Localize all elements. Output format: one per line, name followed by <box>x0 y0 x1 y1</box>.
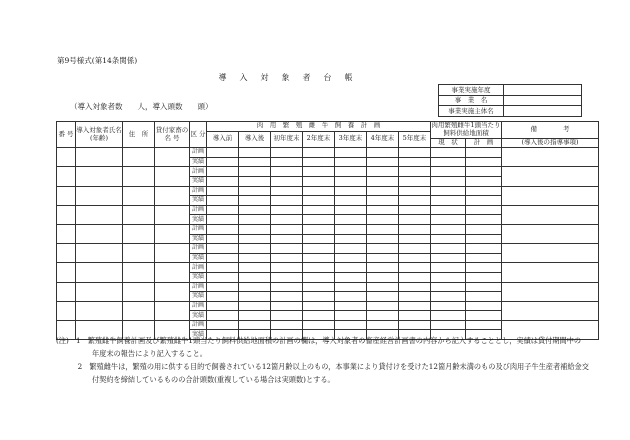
cell-value[interactable] <box>271 320 303 330</box>
cell-value[interactable] <box>431 215 466 225</box>
cell-address[interactable] <box>123 205 155 224</box>
cell-value[interactable] <box>367 263 399 273</box>
cell-kubun: 計画 <box>190 224 207 234</box>
cell-value[interactable] <box>431 301 466 311</box>
cell-value[interactable] <box>367 292 399 302</box>
cell-address[interactable] <box>123 301 155 320</box>
header-feed-area: 肉用繁殖雌牛1頭当たり飼料供給地面積 <box>431 121 501 137</box>
cell-person[interactable] <box>76 244 123 263</box>
cell-person[interactable] <box>76 167 123 186</box>
header-kubun: 区 分 <box>190 122 207 148</box>
cell-value[interactable] <box>466 253 502 263</box>
header-plan-col: 導入後 <box>239 131 271 148</box>
cell-value[interactable] <box>303 148 335 158</box>
cell-value[interactable] <box>303 320 335 330</box>
cell-value[interactable] <box>303 234 335 244</box>
cell-value[interactable] <box>303 196 335 206</box>
cell-value[interactable] <box>207 148 239 158</box>
cell-value[interactable] <box>303 263 335 273</box>
cell-value[interactable] <box>207 282 239 292</box>
cell-value[interactable] <box>367 320 399 330</box>
cell-person[interactable] <box>76 224 123 243</box>
cell-value[interactable] <box>271 292 303 302</box>
cell-value[interactable] <box>367 205 399 215</box>
cell-value[interactable] <box>303 176 335 186</box>
cell-value[interactable] <box>367 311 399 321</box>
cell-value[interactable] <box>335 224 367 234</box>
cell-value[interactable] <box>271 196 303 206</box>
header-remarks-sub: (導入後の指導事項) <box>502 138 599 148</box>
cell-value[interactable] <box>239 253 271 263</box>
cell-value[interactable] <box>271 176 303 186</box>
cell-cow-name[interactable] <box>155 244 190 263</box>
cell-value[interactable] <box>399 311 431 321</box>
cell-value[interactable] <box>303 253 335 263</box>
cell-no[interactable] <box>57 301 76 320</box>
cell-remarks[interactable] <box>502 263 599 282</box>
note-line: 年度末の報告により記入すること。 <box>56 349 207 358</box>
cell-value[interactable] <box>303 311 335 321</box>
cell-cow-name[interactable] <box>155 263 190 282</box>
cell-value[interactable] <box>303 244 335 254</box>
cell-value[interactable] <box>207 186 239 196</box>
cell-remarks[interactable] <box>502 205 599 224</box>
cell-value[interactable] <box>207 176 239 186</box>
cell-value[interactable] <box>466 234 502 244</box>
title-char: 象 <box>281 73 290 82</box>
cell-value[interactable] <box>207 205 239 215</box>
table-row <box>57 301 599 311</box>
cell-no[interactable] <box>57 244 76 263</box>
cell-value[interactable] <box>399 301 431 311</box>
cell-no[interactable] <box>57 148 76 167</box>
cell-value[interactable] <box>303 205 335 215</box>
info-label: 事業実施年度 <box>439 85 504 96</box>
cell-value[interactable] <box>303 167 335 177</box>
cell-value[interactable] <box>431 224 466 234</box>
cell-value[interactable] <box>399 282 431 292</box>
cell-value[interactable] <box>239 244 271 254</box>
title-char: 対 <box>260 73 269 82</box>
cell-remarks[interactable] <box>502 301 599 320</box>
cell-value[interactable] <box>466 292 502 302</box>
cell-address[interactable] <box>123 263 155 282</box>
cell-value[interactable] <box>399 292 431 302</box>
table-row <box>57 263 599 273</box>
cell-value[interactable] <box>431 157 466 167</box>
cell-value[interactable] <box>207 263 239 273</box>
cell-value[interactable] <box>466 320 502 330</box>
cell-value[interactable] <box>207 311 239 321</box>
cell-value[interactable] <box>239 196 271 206</box>
cell-kubun: 実績 <box>190 330 207 340</box>
cell-value[interactable] <box>431 234 466 244</box>
cell-value[interactable] <box>466 167 502 177</box>
cell-value[interactable] <box>207 292 239 302</box>
count-note: （導入対象者数 人，導入頭数 頭） <box>70 102 213 111</box>
cell-value[interactable] <box>431 186 466 196</box>
cell-cow-name[interactable] <box>155 205 190 224</box>
ledger-table <box>56 121 599 340</box>
cell-value[interactable] <box>239 205 271 215</box>
cell-value[interactable] <box>335 186 367 196</box>
cell-value[interactable] <box>239 272 271 282</box>
cell-kubun: 計画 <box>190 244 207 254</box>
cell-kubun: 計画 <box>190 320 207 330</box>
cell-kubun: 計画 <box>190 148 207 158</box>
header-address: 住 所 <box>123 122 155 148</box>
cell-value[interactable] <box>271 234 303 244</box>
cell-value[interactable] <box>207 253 239 263</box>
cell-value[interactable] <box>207 167 239 177</box>
cell-value[interactable] <box>239 263 271 273</box>
cell-value[interactable] <box>399 176 431 186</box>
cell-value[interactable] <box>239 167 271 177</box>
cell-value[interactable] <box>466 176 502 186</box>
cell-value[interactable] <box>431 272 466 282</box>
cell-value[interactable] <box>466 263 502 273</box>
cell-value[interactable] <box>207 234 239 244</box>
cell-no[interactable] <box>57 186 76 205</box>
cell-value[interactable] <box>335 196 367 206</box>
cell-value[interactable] <box>335 292 367 302</box>
cell-value[interactable] <box>466 224 502 234</box>
cell-value[interactable] <box>335 282 367 292</box>
cell-kubun: 計画 <box>190 263 207 273</box>
header-cow-name: 貸付家畜の 名 号 <box>155 122 190 148</box>
cell-value[interactable] <box>399 148 431 158</box>
cell-value[interactable] <box>271 253 303 263</box>
cell-value[interactable] <box>239 224 271 234</box>
cell-value[interactable] <box>367 148 399 158</box>
cell-value[interactable] <box>399 186 431 196</box>
cell-value[interactable] <box>271 167 303 177</box>
info-value <box>504 85 582 96</box>
cell-person[interactable] <box>76 148 123 167</box>
info-label: 事 業 名 <box>439 95 504 106</box>
cell-value[interactable] <box>399 253 431 263</box>
cell-address[interactable] <box>123 244 155 263</box>
cell-value[interactable] <box>466 301 502 311</box>
cell-value[interactable] <box>335 301 367 311</box>
header-plan-col: 2年度末 <box>303 131 335 148</box>
cell-person[interactable] <box>76 301 123 320</box>
cell-value[interactable] <box>335 157 367 167</box>
cell-value[interactable] <box>207 215 239 225</box>
table-row <box>57 320 599 330</box>
cell-value[interactable] <box>271 311 303 321</box>
cell-kubun: 計画 <box>190 186 207 196</box>
cell-address[interactable] <box>123 224 155 243</box>
header-plan-group: 肉 用 繁 殖 雌 牛 飼 養 計 画 <box>207 122 431 132</box>
cell-address[interactable] <box>123 167 155 186</box>
cell-value[interactable] <box>399 167 431 177</box>
cell-value[interactable] <box>271 205 303 215</box>
cell-value[interactable] <box>335 244 367 254</box>
cell-value[interactable] <box>207 244 239 254</box>
cell-value[interactable] <box>239 215 271 225</box>
info-value <box>504 106 582 117</box>
cell-value[interactable] <box>303 301 335 311</box>
note-line: 2 繁殖雌牛は，繁殖の用に供する目的で飼養されている12箇月齢以上のもの，本事業により貸付けを受けた12箇月齢未満のもの及び肉用子牛生産者補給金交 <box>56 362 589 371</box>
cell-value[interactable] <box>239 176 271 186</box>
cell-value[interactable] <box>335 215 367 225</box>
cell-value[interactable] <box>399 157 431 167</box>
cell-value[interactable] <box>466 244 502 254</box>
cell-value[interactable] <box>367 244 399 254</box>
cell-value[interactable] <box>335 253 367 263</box>
cell-remarks[interactable] <box>502 186 599 205</box>
cell-value[interactable] <box>466 196 502 206</box>
table-row <box>57 282 599 292</box>
cell-value[interactable] <box>399 205 431 215</box>
info-label: 事業実施主体名 <box>439 106 504 117</box>
cell-value[interactable] <box>271 263 303 273</box>
cell-value[interactable] <box>399 320 431 330</box>
cell-kubun: 実績 <box>190 311 207 321</box>
table-row <box>57 148 599 158</box>
document-title <box>212 72 359 83</box>
cell-value[interactable] <box>303 157 335 167</box>
header-plan-col: 5年度末 <box>399 131 431 148</box>
cell-cow-name[interactable] <box>155 301 190 320</box>
cell-value[interactable] <box>335 176 367 186</box>
cell-value[interactable] <box>335 311 367 321</box>
cell-value[interactable] <box>271 301 303 311</box>
cell-value[interactable] <box>431 263 466 273</box>
cell-person[interactable] <box>76 186 123 205</box>
cell-no[interactable] <box>57 205 76 224</box>
cell-value[interactable] <box>239 311 271 321</box>
info-value <box>504 95 582 106</box>
cell-value[interactable] <box>335 205 367 215</box>
table-row <box>57 186 599 196</box>
cell-kubun: 実績 <box>190 292 207 302</box>
cell-value[interactable] <box>466 186 502 196</box>
cell-cow-name[interactable] <box>155 167 190 186</box>
cell-value[interactable] <box>399 215 431 225</box>
cell-value[interactable] <box>335 148 367 158</box>
cell-cow-name[interactable] <box>155 148 190 167</box>
cell-value[interactable] <box>367 253 399 263</box>
cell-value[interactable] <box>431 320 466 330</box>
cell-value[interactable] <box>431 167 466 177</box>
cell-value[interactable] <box>431 292 466 302</box>
cell-value[interactable] <box>399 272 431 282</box>
cell-value[interactable] <box>271 157 303 167</box>
note-line: (注) 1 繁殖雌牛飼養計画及び繁殖雌牛1頭当たり飼料供給地面積の計画の欄は，導入対象者の畜産経営計画書の内容から記入することとし，実績は貸付期間中の <box>56 336 582 345</box>
cell-value[interactable] <box>367 215 399 225</box>
cell-kubun: 計画 <box>190 205 207 215</box>
cell-value[interactable] <box>271 148 303 158</box>
header-remarks: 備 考 <box>502 122 599 139</box>
cell-value[interactable] <box>399 234 431 244</box>
cell-value[interactable] <box>466 272 502 282</box>
cell-remarks[interactable] <box>502 282 599 301</box>
cell-value[interactable] <box>207 157 239 167</box>
cell-value[interactable] <box>367 167 399 177</box>
cell-address[interactable] <box>123 282 155 301</box>
cell-value[interactable] <box>431 148 466 158</box>
cell-person[interactable] <box>76 263 123 282</box>
cell-remarks[interactable] <box>502 148 599 167</box>
cell-value[interactable] <box>335 234 367 244</box>
cell-value[interactable] <box>335 272 367 282</box>
cell-value[interactable] <box>431 205 466 215</box>
cell-value[interactable] <box>239 234 271 244</box>
cell-remarks[interactable] <box>502 224 599 243</box>
cell-value[interactable] <box>399 196 431 206</box>
cell-value[interactable] <box>431 176 466 186</box>
note-line: 付契約を締結しているものの合計頭数(重複している場合は実頭数)とする。 <box>56 375 335 384</box>
cell-kubun: 実績 <box>190 157 207 167</box>
cell-value[interactable] <box>335 320 367 330</box>
cell-cow-name[interactable] <box>155 282 190 301</box>
cell-value[interactable] <box>466 148 502 158</box>
header-no: 番 号 <box>57 122 76 148</box>
cell-value[interactable] <box>303 186 335 196</box>
cell-value[interactable] <box>303 224 335 234</box>
cell-kubun: 実績 <box>190 176 207 186</box>
cell-value[interactable] <box>367 234 399 244</box>
cell-kubun: 計画 <box>190 167 207 177</box>
cell-value[interactable] <box>303 272 335 282</box>
table-row <box>57 167 599 177</box>
header-feed-plan: 計 画 <box>466 138 502 148</box>
header-plan-col: 導入前 <box>207 131 239 148</box>
table-row <box>57 224 599 234</box>
cell-value[interactable] <box>303 292 335 302</box>
cell-value[interactable] <box>239 320 271 330</box>
cell-value[interactable] <box>239 301 271 311</box>
cell-value[interactable] <box>271 186 303 196</box>
table-row <box>57 244 599 254</box>
cell-value[interactable] <box>335 263 367 273</box>
header-plan-col: 初年度末 <box>271 131 303 148</box>
header-feed-current: 現 状 <box>431 138 466 148</box>
cell-kubun: 実績 <box>190 272 207 282</box>
cell-remarks[interactable] <box>502 244 599 263</box>
cell-no[interactable] <box>57 282 76 301</box>
cell-value[interactable] <box>466 157 502 167</box>
cell-kubun: 実績 <box>190 215 207 225</box>
cell-address[interactable] <box>123 148 155 167</box>
cell-value[interactable] <box>466 215 502 225</box>
cell-value[interactable] <box>367 186 399 196</box>
cell-value[interactable] <box>367 196 399 206</box>
cell-value[interactable] <box>367 301 399 311</box>
cell-value[interactable] <box>335 167 367 177</box>
cell-value[interactable] <box>207 320 239 330</box>
cell-cow-name[interactable] <box>155 186 190 205</box>
cell-value[interactable] <box>399 244 431 254</box>
cell-value[interactable] <box>431 196 466 206</box>
cell-value[interactable] <box>367 176 399 186</box>
cell-kubun: 計画 <box>190 282 207 292</box>
cell-value[interactable] <box>431 311 466 321</box>
cell-value[interactable] <box>431 282 466 292</box>
cell-value[interactable] <box>431 253 466 263</box>
cell-value[interactable] <box>367 272 399 282</box>
cell-no[interactable] <box>57 224 76 243</box>
cell-value[interactable] <box>399 263 431 273</box>
cell-no[interactable] <box>57 167 76 186</box>
header-person: 導入対象者氏名(年齢) <box>76 122 123 148</box>
cell-value[interactable] <box>367 157 399 167</box>
cell-value[interactable] <box>271 282 303 292</box>
title-char: 帳 <box>344 73 353 82</box>
cell-kubun: 実績 <box>190 234 207 244</box>
cell-value[interactable] <box>271 244 303 254</box>
cell-value[interactable] <box>207 301 239 311</box>
cell-value[interactable] <box>271 215 303 225</box>
cell-kubun: 実績 <box>190 196 207 206</box>
cell-cow-name[interactable] <box>155 224 190 243</box>
cell-value[interactable] <box>399 224 431 234</box>
cell-value[interactable] <box>239 186 271 196</box>
cell-value[interactable] <box>367 224 399 234</box>
cell-address[interactable] <box>123 186 155 205</box>
title-char: 導 <box>218 73 227 82</box>
cell-kubun: 実績 <box>190 253 207 263</box>
cell-value[interactable] <box>239 148 271 158</box>
cell-value[interactable] <box>207 196 239 206</box>
cell-value[interactable] <box>239 282 271 292</box>
cell-value[interactable] <box>466 205 502 215</box>
title-char: 入 <box>239 73 248 82</box>
header-plan-col: 4年度末 <box>367 131 399 148</box>
cell-value[interactable] <box>239 292 271 302</box>
cell-value[interactable] <box>271 272 303 282</box>
cell-person[interactable] <box>76 282 123 301</box>
table-row <box>57 205 599 215</box>
form-label: 第9号様式(第14条関係) <box>57 56 138 65</box>
cell-value[interactable] <box>466 311 502 321</box>
header-plan-col: 3年度末 <box>335 131 367 148</box>
info-table <box>438 84 582 117</box>
cell-value[interactable] <box>303 215 335 225</box>
title-char: 者 <box>302 73 311 82</box>
cell-person[interactable] <box>76 205 123 224</box>
cell-value[interactable] <box>207 224 239 234</box>
cell-value[interactable] <box>303 282 335 292</box>
cell-kubun: 計画 <box>190 301 207 311</box>
cell-value[interactable] <box>239 157 271 167</box>
cell-value[interactable] <box>431 244 466 254</box>
cell-no[interactable] <box>57 263 76 282</box>
cell-value[interactable] <box>367 282 399 292</box>
cell-value[interactable] <box>466 282 502 292</box>
cell-value[interactable] <box>207 272 239 282</box>
title-char: 台 <box>323 73 332 82</box>
cell-value[interactable] <box>271 224 303 234</box>
cell-remarks[interactable] <box>502 167 599 186</box>
